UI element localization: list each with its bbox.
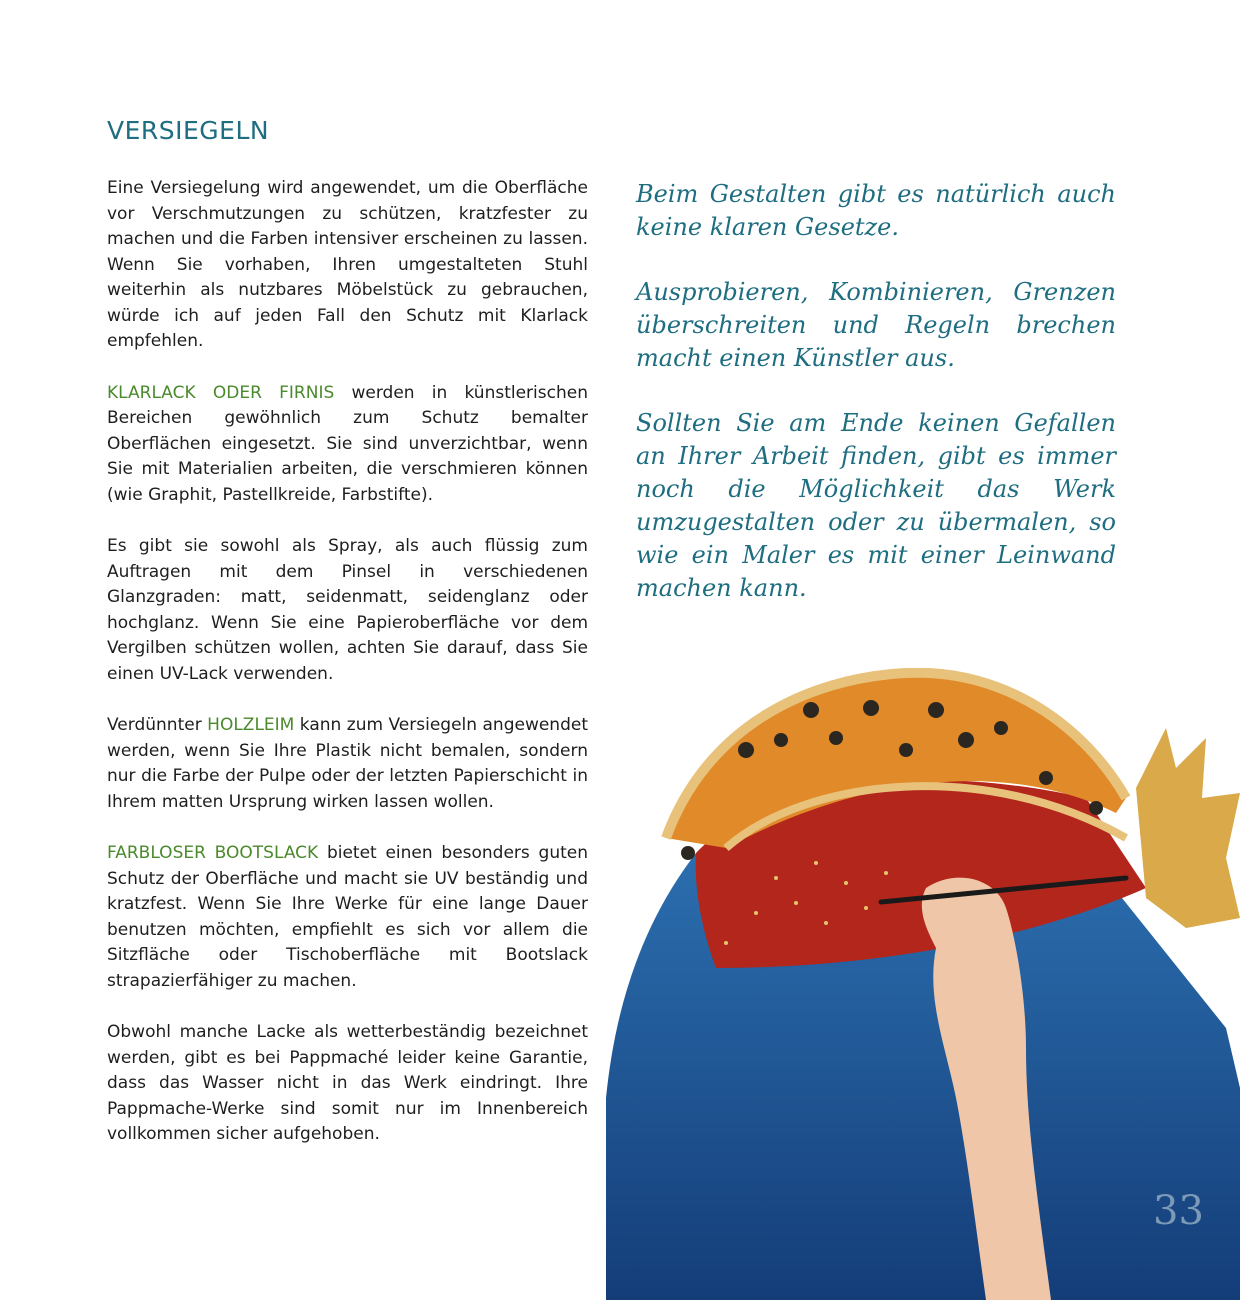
section-heading: VERSIEGELN bbox=[107, 116, 270, 145]
holzleim-term: HOLZLEIM bbox=[207, 715, 295, 735]
klarlack-paragraph bbox=[107, 381, 588, 509]
intro-paragraph: Eine Versiegelung wird angewendet, um die Oberfläche vor Verschmutzungen zu schützen, kratzfester zu machen und die Farben intensiver erscheinen zu lassen. Wenn Sie vorhaben, Ihren umgestalteten Stuhl weiterhin als nutzbares Möbelstück zu gebrauchen, würde ich auf jeden Fall den Schutz mit Klarlack empfehlen. bbox=[107, 178, 588, 351]
spray-paragraph: Es gibt sie sowohl als Spray, als auch flüssig zum Auftragen mit dem Pinsel in verschiedenen Glanzgraden: matt, seidenmatt, seidenglanz oder hochglanz. Wenn Sie eine Papieroberfläche vor dem Vergilben schützen wollen, achten Sie darauf, dass Sie einen UV-Lack verwenden. bbox=[107, 536, 588, 684]
holzleim-paragraph bbox=[107, 713, 588, 815]
quote-line-2: Ausprobieren, Kombinieren, Grenzen überschreiten und Regeln brechen macht einen Künstler aus. bbox=[636, 278, 1116, 372]
body-text bbox=[107, 176, 588, 1174]
holzleim-prefix: Verdünnter bbox=[107, 715, 208, 735]
gold-leaf bbox=[1136, 728, 1240, 928]
quote-line-3: Sollten Sie am Ende keinen Gefallen an Ihrer Arbeit finden, gibt es immer noch die Möglichkeit das Werk umzugestalten oder zu übermalen, so wie ein Maler es mit einer Leinwand machen kann. bbox=[636, 409, 1116, 602]
artwork-illustration bbox=[606, 668, 1240, 1300]
quote-line-1: Beim Gestalten gibt es natürlich auch keine klaren Gesetze. bbox=[636, 180, 1116, 241]
bootslack-paragraph bbox=[107, 841, 588, 994]
outro-paragraph: Obwohl manche Lacke als wetterbeständig bezeichnet werden, gibt es bei Pappmaché leider keine Garantie, dass das Wasser nicht in das Werk eindringt. Ihre Pappmache-Werke sind somit nur im Innenbereich vollkommen sicher aufgehoben. bbox=[107, 1022, 588, 1144]
page-number: 33 bbox=[1153, 1188, 1204, 1234]
handwritten-quote bbox=[636, 178, 1116, 637]
holzleim-text: kann zum Versiegeln angewendet werden, wenn Sie Ihre Plastik nicht bemalen, sondern nur die Farbe der Pulpe oder der letzten Papierschicht in Ihrem matten Ursprung wirken lassen wollen. bbox=[107, 715, 588, 812]
klarlack-term: KLARLACK ODER FIRNIS bbox=[107, 382, 335, 403]
klarlack-text: werden in künstlerischen Bereichen gewöhnlich zum Schutz bemalter Oberflächen eingesetzt. Sie sind unverzichtbar, wenn Sie mit Materialien arbeiten, die verschmieren können (wie Graphit, Pastellkreide, Farbstifte). bbox=[107, 382, 588, 505]
bootslack-term: FARBLOSER BOOTSLACK bbox=[107, 843, 319, 863]
bootslack-text: bietet einen besonders guten Schutz der Oberfläche und macht sie UV beständig und kratzfest. Wenn Sie Ihre Werke für eine lange Dauer benutzen möchten, empfiehlt es sich vor allem die Sitzfläche oder Tischoberfläche mit Bootslack strapazierfähiger zu machen. bbox=[107, 843, 588, 991]
